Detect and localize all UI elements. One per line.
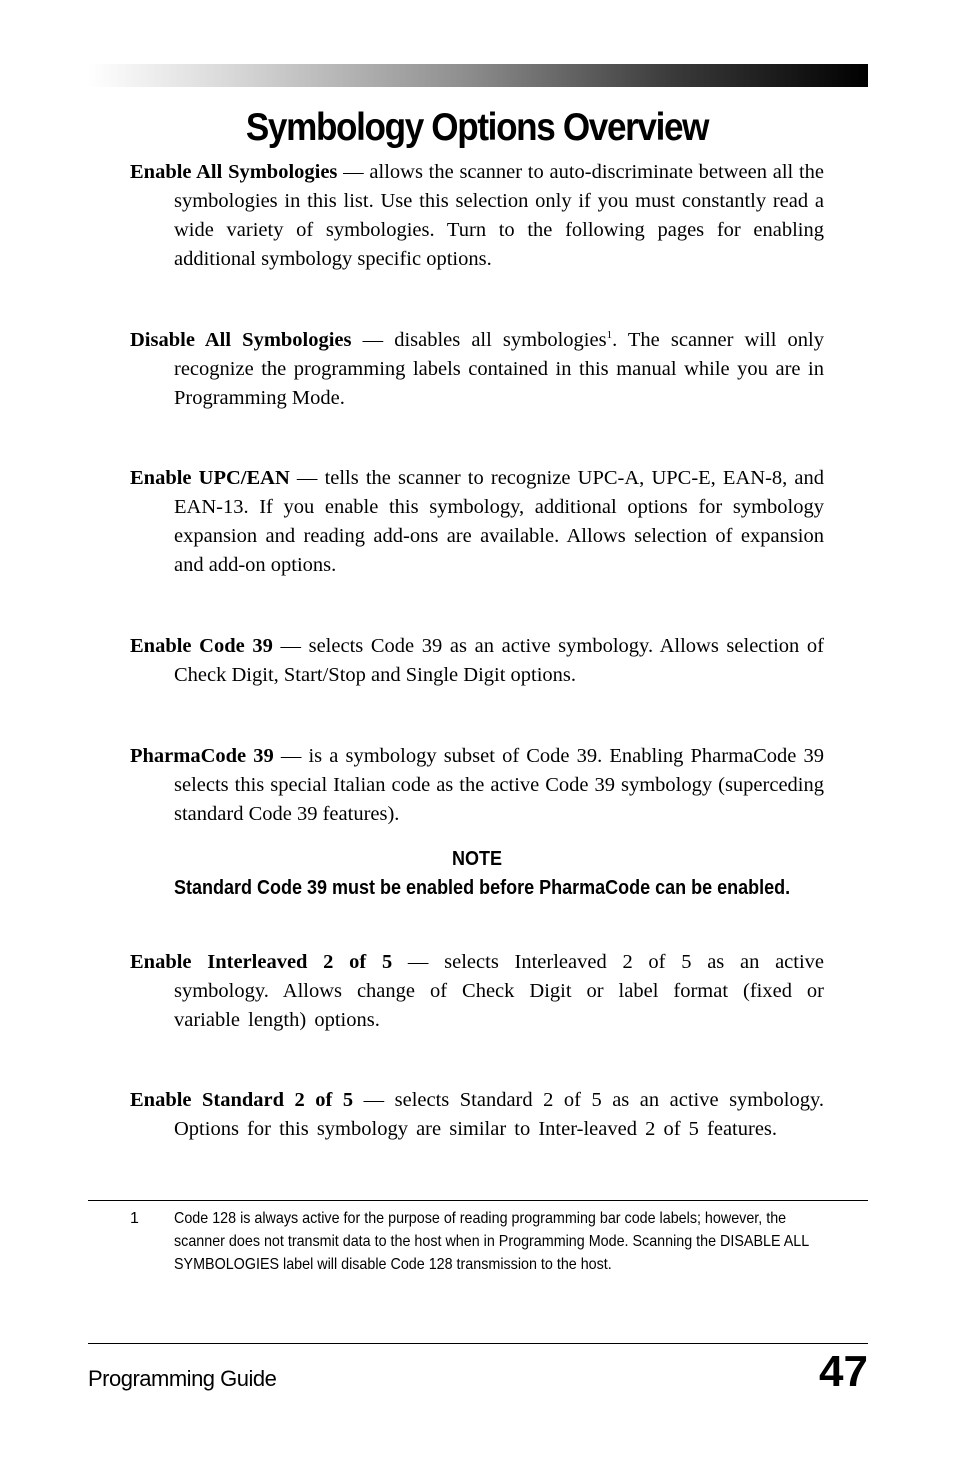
entry-dash: —: [289, 467, 325, 489]
entry-dash: —: [272, 635, 309, 657]
footer-divider: [88, 1343, 868, 1344]
entry-text: disables all symbologies: [394, 329, 607, 351]
footer-guide-label: Programming Guide: [88, 1366, 277, 1391]
entry-enable-code-39: [130, 632, 824, 690]
entry-dash: —: [392, 951, 445, 973]
entry-dash: —: [353, 1089, 395, 1111]
entry-text: selects Standard 2 of 5 as an active symbology. Options for this symbology are similar to Inter-leaved 2 of 5 features.: [174, 1089, 824, 1140]
footnote-divider: [88, 1200, 868, 1201]
entry-enable-upc-ean: [130, 464, 824, 580]
entry-term: Enable Standard 2 of 5: [130, 1089, 354, 1111]
entry-term: PharmaCode 39: [130, 745, 274, 767]
entry-text: selects Interleaved 2 of 5 as an active symbology. Allows change of Check Digit or label format (fixed or variable length) options.: [174, 951, 825, 1031]
note-text: Standard Code 39 must be enabled before PharmaCode can be enabled.: [174, 877, 791, 899]
entry-term: Enable All Symbologies: [130, 161, 338, 183]
entry-disable-all-symbologies: [130, 326, 824, 413]
header-gradient-bar: [88, 64, 868, 87]
entry-term: Enable Interleaved 2 of 5: [130, 951, 393, 973]
entry-dash: —: [273, 745, 309, 767]
page-title: Symbology Options Overview: [245, 106, 709, 149]
entry-term: Disable All Symbologies: [130, 329, 352, 351]
footnote-text: Code 128 is always active for the purpose of reading programming bar code labels; however, the scanner does not transmit data to the host when in Programming Mode. Scanning the DISABLE ALL SYMBOLOGIES label will disable Code 128 transmission to the host.: [174, 1210, 809, 1273]
footnote-number: 1: [130, 1210, 139, 1227]
page-number: 47: [819, 1347, 868, 1396]
note-title: NOTE: [451, 848, 503, 870]
entry-term: Enable Code 39: [130, 635, 273, 657]
entry-text: tells the scanner to recognize UPC-A, UPC-E, EAN-8, and EAN-13. If you enable this symbology, additional options for symbology expansion and reading add-ons are available. Allows selection of expansion and add-on options.: [174, 467, 825, 576]
entry-enable-all-symbologies: [130, 158, 824, 274]
entry-dash: —: [337, 161, 370, 183]
entry-text: is a symbology subset of Code 39. Enabling PharmaCode 39 selects this special Italian code as the active Code 39 symbology (superceding standard Code 39 features).: [174, 745, 824, 825]
entry-dash: —: [351, 329, 395, 351]
entry-text: allows the scanner to auto-discriminate between all the symbologies in this list. Use this selection only if you must constantly read a wide variety of symbologies. Turn to the following pages for enabling additional symbology specific options.: [174, 161, 824, 270]
entry-term: Enable UPC/EAN: [130, 467, 290, 489]
entry-text-continued: . The scanner will only recognize the programming labels contained in this manual while you are in Programming Mode.: [174, 329, 824, 409]
entry-text: selects Code 39 as an active symbology. Allows selection of Check Digit, Start/Stop and Single Digit options.: [174, 635, 825, 686]
entry-pharmacode-39: [130, 742, 824, 829]
entry-enable-interleaved-2-of-5: [130, 948, 824, 1035]
entry-enable-standard-2-of-5: [130, 1086, 824, 1144]
footnote-reference: 1: [606, 329, 613, 342]
